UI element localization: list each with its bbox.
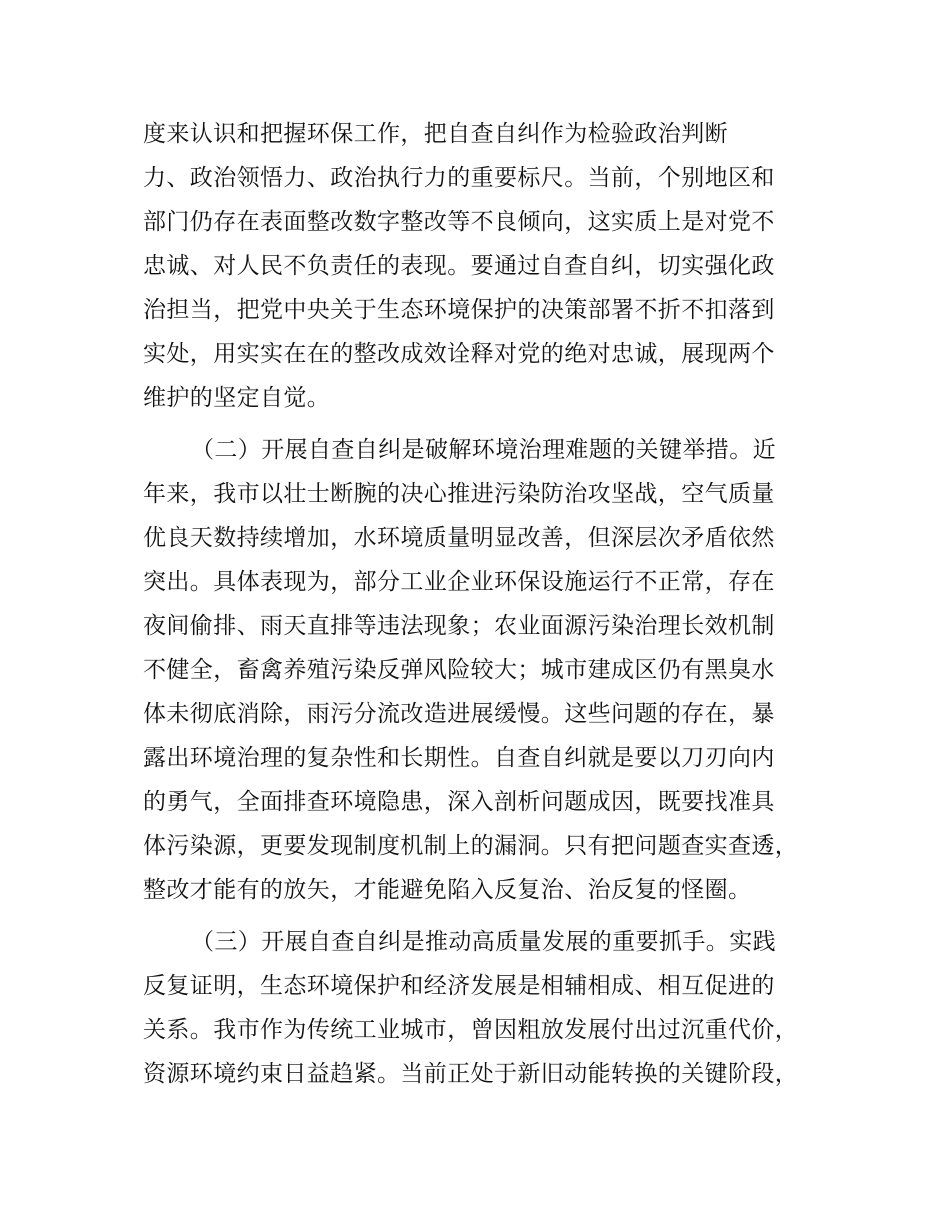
text-line: 度来认识和把握环保工作，把自查自纠作为检验政治判断 (143, 121, 728, 147)
text-line: 反复证明，生态环境保护和经济发展是相辅相成、相互促进的 (143, 973, 775, 999)
text-line: 突出。具体表现为，部分工业企业环保设施运行不正常，存在 (143, 569, 775, 595)
paragraph-1 (143, 112, 833, 420)
text-line: （二）开展自查自纠是破解环境治理难题的关键举措。近 (191, 437, 776, 463)
text-line: 部门仍存在表面整改数字整改等不良倾向，这实质上是对党不 (143, 209, 775, 235)
paragraph-gap (143, 912, 833, 920)
text-line: 资源环境约束日益趋紧。当前正处于新旧动能转换的关键阶段， (143, 1061, 799, 1087)
paragraph-gap (143, 420, 833, 428)
text-line: 体未彻底消除，雨污分流改造进展缓慢。这些问题的存在，暴 (143, 701, 775, 727)
paragraph-2 (143, 428, 833, 912)
text-line: 忠诚、对人民不负责任的表现。要通过自查自纠，切实强化政 (143, 253, 775, 279)
text-line: 不健全，畜禽养殖污染反弹风险较大；城市建成区仍有黑臭水 (143, 657, 775, 683)
text-line: 力、政治领悟力、政治执行力的重要标尺。当前，个别地区和 (143, 165, 775, 191)
text-line: 夜间偷排、雨天直排等违法现象；农业面源污染治理长效机制 (143, 613, 775, 639)
text-line: 优良天数持续增加，水环境质量明显改善，但深层次矛盾依然 (143, 525, 775, 551)
text-line: 维护的坚定自觉。 (143, 385, 331, 411)
paragraph-3 (143, 920, 833, 1096)
text-line: 治担当，把党中央关于生态环境保护的决策部署不折不扣落到 (143, 297, 775, 323)
text-line: 露出环境治理的复杂性和长期性。自查自纠就是要以刀刃向内 (143, 745, 775, 771)
text-line: 体污染源，更要发现制度机制上的漏洞。只有把问题查实查透， (143, 833, 799, 859)
text-line: 关系。我市作为传统工业城市，曾因粗放发展付出过沉重代价， (143, 1017, 799, 1043)
text-line: 整改才能有的放矢，才能避免陷入反复治、治反复的怪圈。 (143, 877, 752, 903)
text-line: 年来，我市以壮士断腕的决心推进污染防治攻坚战，空气质量 (143, 481, 775, 507)
text-line: （三）开展自查自纠是推动高质量发展的重要抓手。实践 (191, 929, 776, 955)
text-line: 实处，用实实在在的整改成效诠释对党的绝对忠诚，展现两个 (143, 341, 775, 367)
text-line: 的勇气，全面排查环境隐患，深入剖析问题成因，既要找准具 (143, 789, 775, 815)
document-body (143, 112, 833, 1096)
